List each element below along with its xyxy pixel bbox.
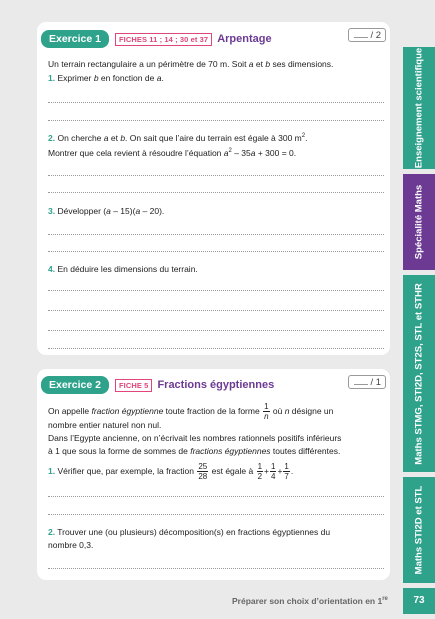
answer-line[interactable] bbox=[48, 514, 384, 515]
answer-line[interactable] bbox=[48, 496, 384, 497]
sidebar-tab-enseignement-scientifique[interactable]: Enseignement scientifique bbox=[403, 47, 435, 169]
exercise-2-fiches: FICHE 5 bbox=[115, 379, 152, 392]
exercise-2-question-2-line-2: nombre 0,3. bbox=[48, 540, 94, 550]
score-blank[interactable] bbox=[354, 31, 368, 38]
exercise-2-question-1: 1. Vérifier que, par exemple, la fraction $\frac{25}{28}$ est égale à $\frac{1}{2}$ + $\frac{1}{4}$ + $\frac{1}{7}$ . bbox=[48, 462, 294, 482]
exercise-2-context-line-2: à 1 que sous la forme de sommes de fractions égyptiennes toutes différentes. bbox=[48, 446, 341, 456]
answer-line[interactable] bbox=[48, 192, 384, 193]
exercise-1-question-1: 1. Exprimer b en fonction de a. bbox=[48, 73, 164, 83]
exercise-2-question-2: 2. Trouver une (ou plusieurs) décomposition(s) en fractions égyptiennes du bbox=[48, 527, 331, 537]
sidebar-tab-maths-stmg[interactable]: Maths STMG, STI2D, ST2S, STL et STHR bbox=[403, 275, 435, 472]
exercise-1-question-3: 3. Développer (a – 15)(a – 20). bbox=[48, 206, 165, 216]
answer-line[interactable] bbox=[48, 251, 384, 252]
score-blank[interactable] bbox=[354, 378, 368, 385]
exercise-1-intro: Un terrain rectangulaire a un périmètre de 70 m. Soit a et b ses dimensions. bbox=[48, 59, 334, 69]
answer-line[interactable] bbox=[48, 234, 384, 235]
answer-line[interactable] bbox=[48, 348, 384, 349]
answer-line[interactable] bbox=[48, 102, 384, 103]
exercise-1-card bbox=[37, 22, 390, 355]
exercise-2-context-line-1: Dans l’Egypte ancienne, on n’écrivait les nombres rationnels positifs inférieurs bbox=[48, 433, 342, 443]
exercise-1-badge: Exercice 1 bbox=[41, 30, 109, 48]
footer-text: Préparer son choix d’orientation en 1re bbox=[232, 596, 388, 606]
fraction-1-over-n: $\frac{1}{n}$ bbox=[264, 402, 269, 421]
exercise-2-card bbox=[37, 369, 390, 580]
exercise-1-question-2: 2. On cherche a et b. On sait que l’aire du terrain est égale à 300 $m^2$. bbox=[48, 132, 308, 143]
exercise-1-question-2-equation: Montrer que cela revient à résoudre l’équation $a^2 - 35a + 300 = 0$. bbox=[48, 147, 297, 158]
answer-line[interactable] bbox=[48, 290, 384, 291]
exercise-2-score: / 1 bbox=[348, 375, 386, 389]
page-number: 73 bbox=[403, 588, 435, 614]
exercise-2-definition: On appelle fraction égyptienne toute fraction de la forme $\frac{1}{n}$ où n désigne un bbox=[48, 402, 334, 421]
answer-line[interactable] bbox=[48, 175, 384, 176]
exercise-2-header bbox=[41, 376, 274, 394]
exercise-1-score: / 2 bbox=[348, 28, 386, 42]
exercise-1-header bbox=[41, 30, 272, 48]
exercise-2-title: Fractions égyptiennes bbox=[157, 379, 275, 391]
sidebar-tab-maths-sti2d-stl[interactable]: Maths STI2D et STL bbox=[403, 477, 435, 583]
answer-line[interactable] bbox=[48, 310, 384, 311]
exercise-2-badge: Exercice 2 bbox=[41, 376, 109, 394]
sidebar-tab-specialite-maths[interactable]: Spécialité Maths bbox=[403, 174, 435, 270]
answer-line[interactable] bbox=[48, 120, 384, 121]
exercise-1-title: Arpentage bbox=[217, 33, 272, 45]
exercise-1-question-4: 4. En déduire les dimensions du terrain. bbox=[48, 264, 198, 274]
answer-line[interactable] bbox=[48, 568, 384, 569]
exercise-1-fiches: FICHES 11 ; 14 ; 30 et 37 bbox=[115, 33, 212, 46]
answer-line[interactable] bbox=[48, 330, 384, 331]
exercise-2-definition-line-2: nombre entier naturel non nul. bbox=[48, 420, 162, 430]
